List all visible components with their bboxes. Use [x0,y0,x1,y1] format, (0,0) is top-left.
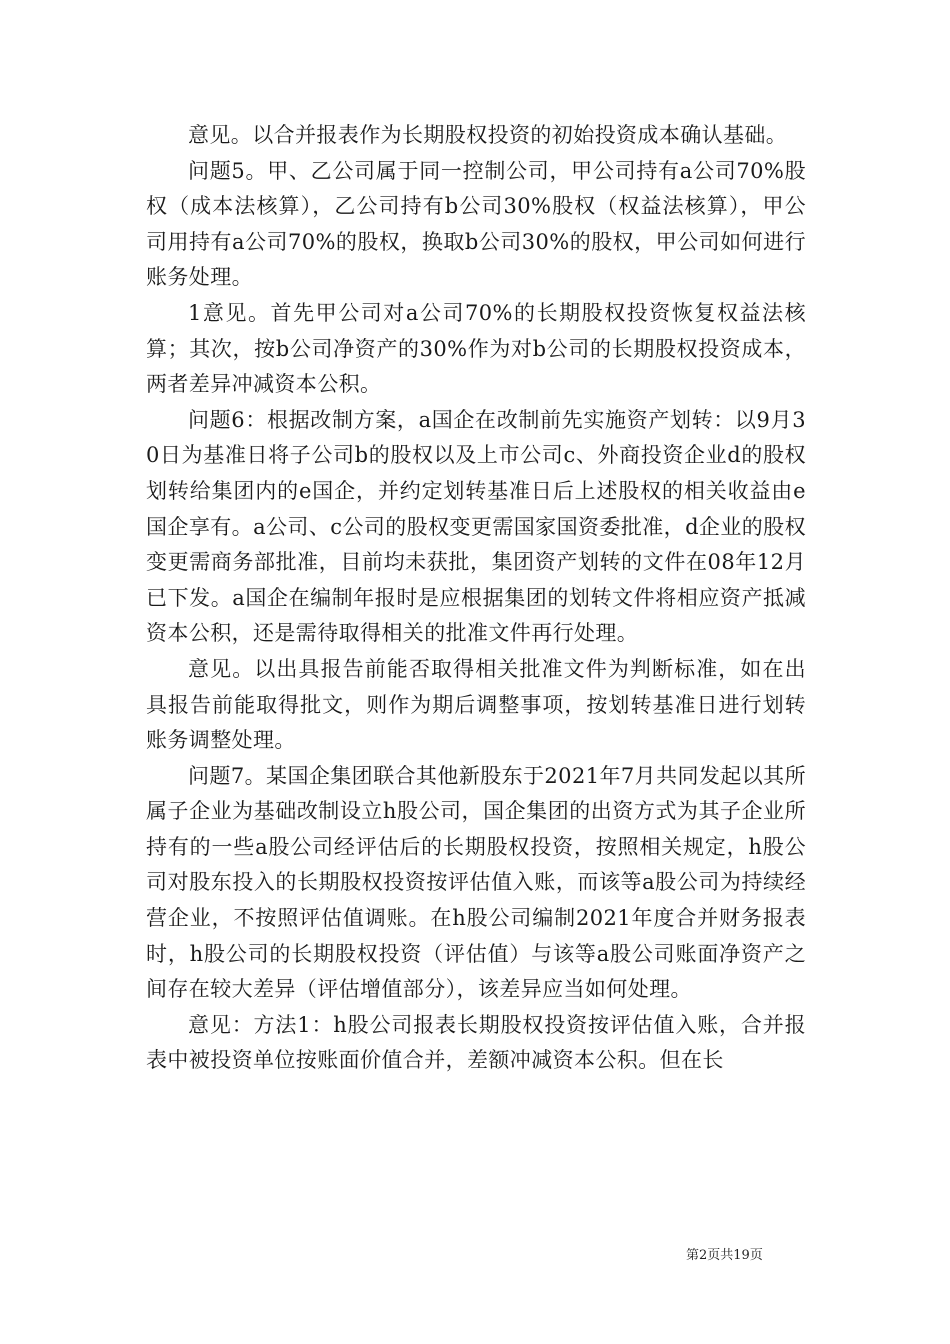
paragraph-opinion-question-6: 意见。以出具报告前能否取得相关批准文件为判断标准，如在出具报告前能取得批文，则作为期后调整事项，按划转基准日进行划转账务调整处理。 [146,656,806,753]
paragraph-opinion-question-7: 意见：方法1：h股公司报表长期股权投资按评估值入账，合并报表中被投资单位按账面价值合并，差额冲减资本公积。但在长 [146,1012,806,1073]
page-number: 第2页共19页 [686,1248,763,1263]
paragraph-opinion-question-5: 1意见。首先甲公司对a公司70%的长期股权投资恢复权益法核算；其次，按b公司净资产的30%作为对b公司的长期股权投资成本，两者差异冲减资本公积。 [146,300,806,397]
paragraph-question-6: 问题6：根据改制方案，a国企在改制前先实施资产划转：以9月30日为基准日将子公司b的股权以及上市公司c、外商投资企业d的股权划转给集团内的e国企，并约定划转基准日后上述股权的相关收益由e国企享有。a公司、c公司的股权变更需国家国资委批准，d企业的股权变更需商务部批准，目前均未获批，集团资产划转的文件在08年12月已下发。a国企在编制年报时是应根据集团的划转文件将相应资产抵减资本公积，还是需待取得相关的批准文件再行处理。 [146,407,806,646]
paragraph-opinion-consolidated-basis: 意见。以合并报表作为长期股权投资的初始投资成本确认基础。 [188,123,788,147]
paragraph-question-7: 问题7。某国企集团联合其他新股东于2021年7月共同发起以其所属子企业为基础改制设立h股公司，国企集团的出资方式为其子企业所持有的一些a股公司经评估后的长期股权投资，按照相关规定，h股公司对股东投入的长期股权投资按评估值入账，而该等a股公司为持续经营企业，不按照评估值调账。在h股公司编制2021年度合并财务报表时，h股公司的长期股权投资（评估值）与该等a股公司账面净资产之间存在较大差异（评估增值部分），该差异应当如何处理。 [146,763,806,1002]
document-body [146,118,806,1079]
paragraph-question-5: 问题5。甲、乙公司属于同一控制公司，甲公司持有a公司70%股权（成本法核算），乙公司持有b公司30%股权（权益法核算），甲公司用持有a公司70%的股权，换取b公司30%的股权，甲公司如何进行账务处理。 [146,158,806,290]
